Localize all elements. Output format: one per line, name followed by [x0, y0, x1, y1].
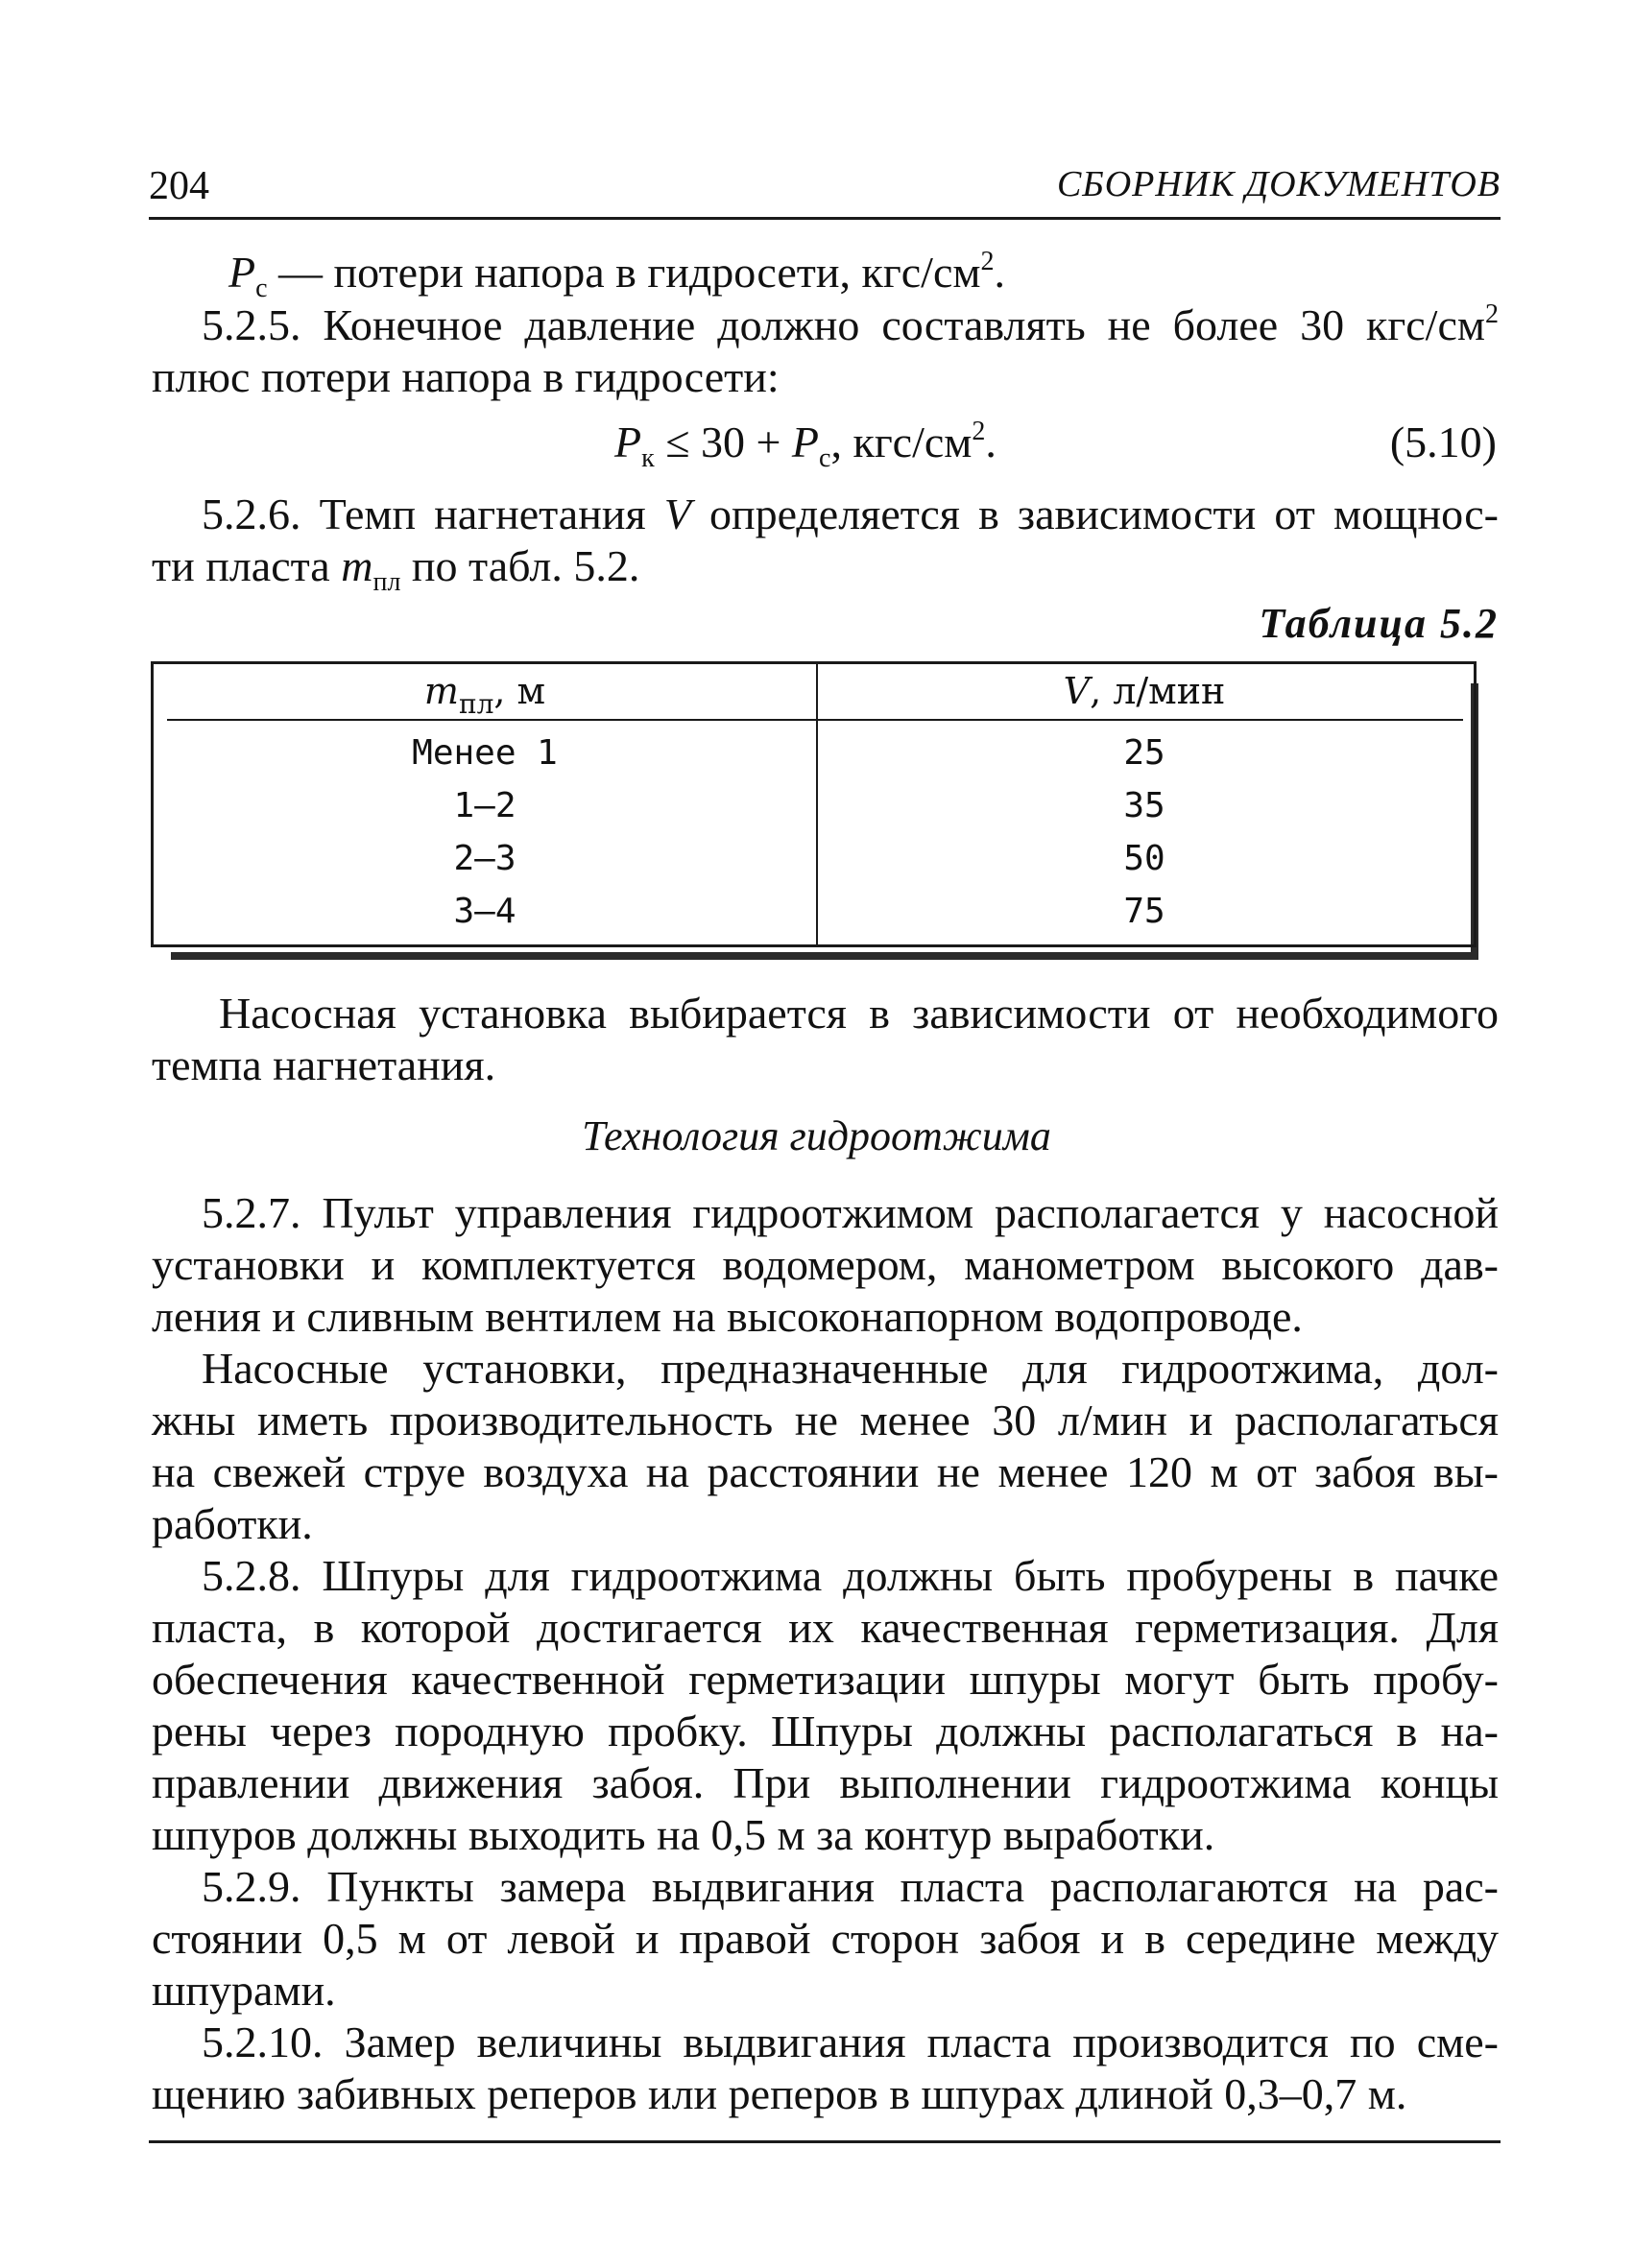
p526-text-a: 5.2.6. Темп нагнетания	[202, 489, 664, 538]
table-cell-rate: 35	[1123, 786, 1165, 825]
formula-end: .	[985, 418, 997, 466]
definition-text: — потери напора в гидросети, кгс/см	[267, 248, 981, 297]
definition-sup: 2	[980, 247, 995, 276]
table-header-thickness	[154, 670, 816, 720]
p528-line: правлении движения забоя. При выполнении гидроотжима концы	[152, 1758, 1499, 1807]
table-header-rule	[167, 719, 1463, 721]
p525-line-1	[202, 300, 1499, 350]
definition-subscript: с	[255, 274, 268, 303]
data-table	[151, 661, 1477, 947]
p528-line: пласта, в которой достигается их качественная герметизация. Для	[152, 1603, 1499, 1652]
formula-sup: 2	[972, 417, 986, 446]
table-cell-thickness: 2–3	[453, 839, 516, 878]
definition-end: .	[994, 248, 1005, 297]
p527-line: ления и сливным вентилем на высоконапорном водопроводе.	[152, 1292, 1303, 1341]
table-cell-rate: 25	[1123, 733, 1165, 773]
p5210-line: 5.2.10. Замер величины выдвигания пласта производится по сме-	[202, 2017, 1499, 2066]
definition-line	[228, 247, 1005, 303]
formula-s1: к	[641, 443, 655, 473]
p526-var-v: V	[663, 489, 691, 538]
table-cell-thickness: 1–2	[453, 786, 516, 825]
header-var-v: V	[1063, 670, 1091, 712]
table-header-rate	[818, 670, 1471, 712]
header-unit-m: , м	[493, 670, 546, 712]
pump-paragraph-line-1: Насосная установка выбирается в зависимости от необходимого	[219, 989, 1499, 1038]
header-rule	[149, 217, 1501, 220]
table-cell-thickness: 3–4	[453, 892, 516, 931]
p5210-line: щению забивных реперов или реперов в шпурах длиной 0,3–0,7 м.	[152, 2069, 1407, 2118]
formula-p1: P	[614, 418, 642, 466]
p528-line: рены через породную пробку. Шпуры должны располагаться в на-	[152, 1707, 1499, 1755]
pump-paragraph-line-2: темпа нагнетания.	[152, 1040, 496, 1089]
pumps-line: работки.	[152, 1499, 313, 1548]
formula-mid: ≤ 30 +	[654, 418, 792, 466]
formula-number: (5.10)	[1389, 418, 1497, 466]
p529-line: 5.2.9. Пункты замера выдвигания пласта располагаются на рас-	[202, 1862, 1499, 1911]
p526-sub: пл	[372, 567, 401, 597]
p525-line-1-sup: 2	[1485, 299, 1499, 329]
p529-line: стоянии 0,5 м от левой и правой сторон забоя и в середине между	[152, 1914, 1499, 1963]
p528-line: шпуров должны выходить на 0,5 м за контур выработки.	[152, 1810, 1215, 1859]
formula	[614, 417, 997, 473]
p525-line-2: плюс потери напора в гидросети:	[152, 352, 780, 401]
p529-line: шпурами.	[152, 1966, 336, 2015]
footer-rule	[149, 2140, 1501, 2143]
header-var-m: m	[423, 670, 459, 712]
page-number: 204	[149, 164, 209, 208]
p527-line: установки и комплектуется водомером, манометром высокого дав-	[152, 1240, 1499, 1289]
pumps-line: на свежей струе воздуха на расстоянии не менее 120 м от забоя вы-	[152, 1447, 1499, 1496]
pumps-line: жны иметь производительность не менее 30 л/мин и располагаться	[152, 1396, 1499, 1444]
p526-line-2	[152, 541, 640, 597]
formula-s2: с	[819, 443, 831, 473]
running-title: СБОРНИК ДОКУМЕНТОВ	[1056, 164, 1501, 204]
p528-line: 5.2.8. Шпуры для гидроотжима должны быть пробурены в пачке	[202, 1551, 1499, 1600]
p526-text-b: определяется в зависимости от мощнос-	[690, 489, 1499, 538]
definition-symbol: P	[228, 248, 256, 297]
section-heading: Технология гидроотжима	[582, 1112, 1051, 1159]
p528-line: обеспечения качественной герметизации шпуры могут быть пробу-	[152, 1655, 1499, 1704]
table-cell-rate: 50	[1123, 839, 1165, 878]
p526-text-d: по табл. 5.2.	[400, 541, 640, 590]
header-unit-v: , л/мин	[1090, 670, 1226, 712]
p526-text-c: ти пласта	[152, 541, 342, 590]
table-shadow-bottom	[171, 952, 1478, 960]
p526-var-m: m	[341, 541, 373, 590]
header-sub: пл	[458, 688, 494, 720]
p525-line-1-text: 5.2.5. Конечное давление должно составлять не более 30 кгс/см	[202, 300, 1485, 349]
table-cell-thickness: Менее 1	[412, 733, 558, 773]
p526-line-1	[202, 489, 1499, 539]
p527-line: 5.2.7. Пульт управления гидроотжимом располагается у насосной	[202, 1188, 1499, 1237]
table-cell-rate: 75	[1123, 892, 1165, 931]
table-caption: Таблица 5.2	[1259, 600, 1499, 647]
formula-p2: P	[791, 418, 820, 466]
formula-unit: , кгс/см	[830, 418, 973, 466]
pumps-line: Насосные установки, предназначенные для гидроотжима, дол-	[202, 1344, 1499, 1393]
